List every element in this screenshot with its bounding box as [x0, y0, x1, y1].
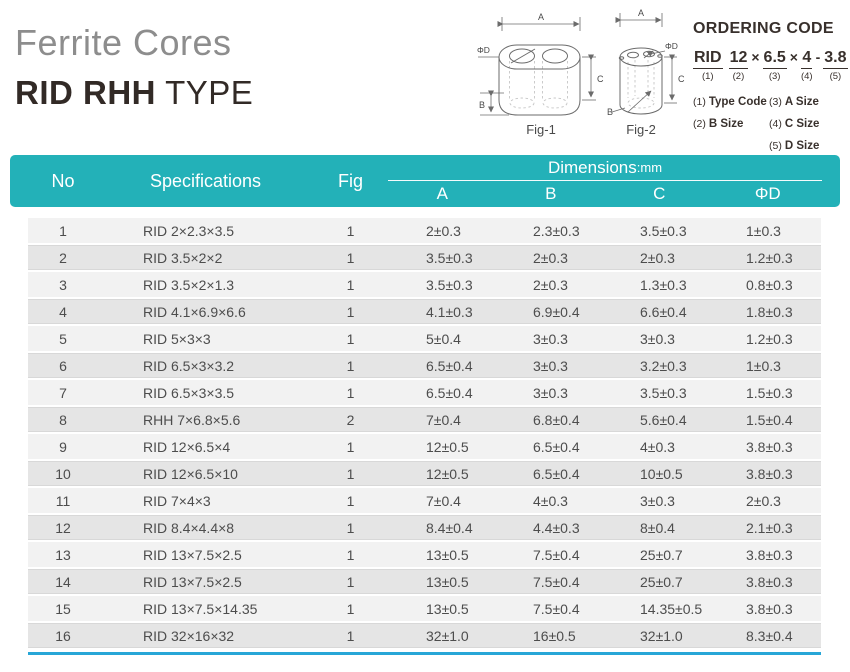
cell-spec: RID 5×3×3 — [143, 330, 211, 347]
ordering-segment — [693, 48, 723, 82]
column-header-b: B — [545, 184, 557, 203]
cell-fig: 1 — [346, 276, 355, 293]
table-row — [28, 542, 821, 567]
table-row — [28, 434, 821, 459]
cell-dim-d: 0.8±0.3 — [746, 276, 793, 293]
cell-dim-d: 1±0.3 — [746, 357, 781, 374]
column-header-c: C — [653, 184, 666, 203]
table-row — [28, 272, 821, 297]
cell-fig: 1 — [346, 330, 355, 347]
cell-dim-b: 4±0.3 — [533, 492, 568, 509]
legend-item-number: (4) — [769, 118, 782, 130]
cell-fig: 2 — [346, 411, 355, 428]
cell-dim-a: 4.1±0.3 — [426, 303, 473, 320]
column-header-d: ΦD — [754, 184, 781, 203]
cell-dim-d: 3.8±0.3 — [746, 438, 793, 455]
cell-dim-c: 10±0.5 — [640, 465, 683, 482]
cell-dim-c: 32±1.0 — [640, 627, 683, 644]
cell-dim-b: 6.5±0.4 — [533, 465, 580, 482]
cell-dim-d: 3.8±0.3 — [746, 546, 793, 563]
cell-dim-c: 2±0.3 — [640, 249, 675, 266]
cell-dim-b: 7.5±0.4 — [533, 600, 580, 617]
cell-dim-b: 2±0.3 — [533, 276, 568, 293]
cell-fig: 1 — [346, 492, 355, 509]
ordering-segment-number: (3) — [768, 71, 781, 82]
table-header — [10, 155, 840, 207]
fig2-dim-c-label: C — [678, 74, 685, 84]
fig2-caption: Fig-2 — [626, 122, 656, 137]
column-group-dimensions — [388, 155, 822, 207]
cell-dim-a: 13±0.5 — [426, 546, 469, 563]
ordering-separator: × — [789, 49, 798, 65]
page-title: Ferrite Cores — [15, 22, 232, 63]
cell-dim-a: 32±1.0 — [426, 627, 469, 644]
cell-fig: 1 — [346, 573, 355, 590]
column-header-specifications: Specifications — [149, 171, 262, 191]
cell-dim-a: 12±0.5 — [426, 465, 469, 482]
cell-dim-a: 3.5±0.3 — [426, 249, 473, 266]
column-header-no: No — [51, 171, 75, 191]
cell-dim-c: 1.3±0.3 — [640, 276, 687, 293]
cell-dim-c: 3.2±0.3 — [640, 357, 687, 374]
cell-fig: 1 — [346, 222, 355, 239]
table-row — [28, 245, 821, 270]
cell-no: 1 — [59, 222, 67, 239]
cell-no: 14 — [55, 573, 71, 590]
fig1-diagram — [476, 8, 608, 148]
cell-fig: 1 — [346, 546, 355, 563]
cell-dim-d: 2.1±0.3 — [746, 519, 793, 536]
cell-dim-d: 1.5±0.4 — [746, 411, 793, 428]
table-row — [28, 407, 821, 432]
cell-dim-c: 6.6±0.4 — [640, 303, 687, 320]
cell-no: 3 — [59, 276, 67, 293]
ordering-segment — [763, 48, 787, 82]
ordering-segment-number: (5) — [829, 71, 842, 82]
cell-dim-c: 14.35±0.5 — [640, 600, 703, 617]
legend-item — [769, 135, 819, 157]
cell-dim-c: 5.6±0.4 — [640, 411, 687, 428]
subtitle-type-code: RID RHH — [15, 74, 156, 111]
cell-dim-b: 7.5±0.4 — [533, 573, 580, 590]
cell-dim-b: 2.3±0.3 — [533, 222, 580, 239]
cell-dim-b: 6.9±0.4 — [533, 303, 580, 320]
cell-spec: RID 3.5×2×2 — [143, 249, 223, 266]
fig2-dim-d-label: ΦD — [665, 41, 678, 51]
table-row — [28, 515, 821, 540]
cell-dim-a: 6.5±0.4 — [426, 384, 473, 401]
cell-dim-b: 2±0.3 — [533, 249, 568, 266]
table-row — [28, 299, 821, 324]
table-row — [28, 596, 821, 621]
cell-no: 12 — [55, 519, 71, 536]
cell-dim-a: 13±0.5 — [426, 573, 469, 590]
cell-fig: 1 — [346, 357, 355, 374]
cell-dim-a: 12±0.5 — [426, 438, 469, 455]
cell-dim-b: 6.8±0.4 — [533, 411, 580, 428]
legend-column-left — [693, 91, 769, 157]
column-header-fig: Fig — [337, 171, 363, 191]
column-header-a: A — [436, 184, 448, 203]
ordering-segment-number: (1) — [701, 71, 714, 82]
legend-item-number: (3) — [769, 96, 782, 108]
ordering-segment — [729, 48, 749, 82]
table-row — [28, 326, 821, 351]
legend-item — [693, 91, 769, 113]
cell-spec: RID 13×7.5×2.5 — [143, 573, 242, 590]
cell-dim-b: 4.4±0.3 — [533, 519, 580, 536]
fig2-diagram — [598, 8, 708, 148]
cell-spec: RID 4.1×6.9×6.6 — [143, 303, 246, 320]
cell-spec: RID 6.5×3×3.2 — [143, 357, 235, 374]
cell-dim-a: 13±0.5 — [426, 600, 469, 617]
table-row — [28, 569, 821, 594]
cell-dim-c: 3.5±0.3 — [640, 222, 687, 239]
cell-dim-d: 3.8±0.3 — [746, 573, 793, 590]
cell-dim-a: 7±0.4 — [426, 492, 461, 509]
cell-fig: 1 — [346, 384, 355, 401]
cell-dim-b: 3±0.3 — [533, 330, 568, 347]
cell-dim-a: 7±0.4 — [426, 411, 461, 428]
cell-fig: 1 — [346, 438, 355, 455]
cell-no: 15 — [55, 600, 71, 617]
cell-spec: RID 12×6.5×4 — [143, 438, 231, 455]
cell-dim-c: 4±0.3 — [640, 438, 675, 455]
cell-dim-b: 3±0.3 — [533, 357, 568, 374]
table-body — [28, 218, 821, 650]
ordering-segment-text: RID — [693, 48, 723, 69]
cell-dim-c: 25±0.7 — [640, 573, 683, 590]
cell-fig: 1 — [346, 519, 355, 536]
ordering-segment-text: 3.8 — [823, 48, 847, 69]
cell-dim-a: 6.5±0.4 — [426, 357, 473, 374]
table-row — [28, 218, 821, 243]
fig1-caption: Fig-1 — [526, 122, 556, 137]
cell-spec: RHH 7×6.8×5.6 — [143, 411, 241, 428]
legend-item-label: B Size — [708, 118, 744, 130]
dimensions-unit-label: :mm — [636, 160, 663, 175]
fig1-dim-c-label: C — [597, 74, 604, 84]
cell-no: 10 — [55, 465, 71, 482]
cell-no: 11 — [55, 492, 71, 509]
ordering-code-block — [693, 20, 847, 157]
cell-dim-c: 8±0.4 — [640, 519, 675, 536]
legend-item — [769, 113, 819, 135]
legend-item — [693, 113, 769, 135]
ordering-segment-text: 6.5 — [763, 48, 787, 69]
legend-item-number: (2) — [693, 118, 706, 130]
ordering-separator: × — [751, 49, 760, 65]
cell-dim-a: 2±0.3 — [426, 222, 461, 239]
fig1-dim-d-label: ΦD — [477, 45, 490, 55]
ordering-segment-number: (4) — [800, 71, 813, 82]
cell-spec: RID 3.5×2×1.3 — [143, 276, 235, 293]
legend-item-label: C Size — [784, 118, 820, 130]
cell-dim-a: 3.5±0.3 — [426, 276, 473, 293]
cell-dim-a: 8.4±0.4 — [426, 519, 473, 536]
cell-spec: RID 13×7.5×2.5 — [143, 546, 242, 563]
cell-dim-d: 1±0.3 — [746, 222, 781, 239]
cell-no: 16 — [55, 627, 71, 644]
fig1-dim-b-label: B — [479, 100, 486, 110]
cell-spec: RID 12×6.5×10 — [143, 465, 238, 482]
ordering-segment — [823, 48, 847, 82]
dimensions-group-label: Dimensions — [547, 157, 637, 177]
cell-no: 6 — [59, 357, 67, 374]
ordering-segment — [801, 48, 813, 82]
legend-item-number: (1) — [693, 96, 706, 108]
cell-dim-c: 25±0.7 — [640, 546, 683, 563]
cell-dim-d: 1.2±0.3 — [746, 249, 793, 266]
cell-fig: 1 — [346, 465, 355, 482]
ordering-code-legend — [693, 91, 847, 157]
cell-no: 7 — [59, 384, 67, 401]
subtitle-type-word: TYPE — [156, 74, 254, 111]
table-bottom-rule — [28, 652, 821, 655]
legend-item-label: D Size — [784, 140, 820, 152]
cell-no: 4 — [59, 303, 67, 320]
cell-no: 13 — [55, 546, 71, 563]
cell-spec: RID 7×4×3 — [143, 492, 211, 509]
cell-dim-c: 3.5±0.3 — [640, 384, 687, 401]
table-row — [28, 488, 821, 513]
ordering-code-line — [693, 48, 847, 82]
legend-item — [769, 91, 819, 113]
cell-spec: RID 8.4×4.4×8 — [143, 519, 235, 536]
cell-spec: RID 13×7.5×14.35 — [143, 600, 258, 617]
cell-fig: 1 — [346, 303, 355, 320]
table-row — [28, 353, 821, 378]
cell-dim-d: 1.8±0.3 — [746, 303, 793, 320]
cell-dim-d: 1.5±0.3 — [746, 384, 793, 401]
fig1-dim-a-label: A — [537, 12, 545, 22]
legend-column-right — [769, 91, 819, 157]
cell-spec: RID 2×2.3×3.5 — [143, 222, 235, 239]
cell-no: 9 — [59, 438, 67, 455]
cell-dim-d: 2±0.3 — [746, 492, 781, 509]
legend-item-label: A Size — [784, 96, 819, 108]
cell-dim-a: 5±0.4 — [426, 330, 461, 347]
table-row — [28, 461, 821, 486]
table-row — [28, 623, 821, 648]
cell-no: 2 — [59, 249, 67, 266]
dimensions-subheaders — [388, 181, 822, 206]
fig2-dim-a-label: A — [637, 8, 645, 18]
cell-dim-d: 1.2±0.3 — [746, 330, 793, 347]
cell-fig: 1 — [346, 600, 355, 617]
legend-item-number: (5) — [769, 140, 782, 152]
ordering-code-title: ORDERING CODE — [693, 20, 834, 37]
cell-dim-b: 3±0.3 — [533, 384, 568, 401]
title-block — [15, 22, 253, 112]
ordering-segment-text: 12 — [729, 48, 749, 69]
cell-dim-d: 3.8±0.3 — [746, 600, 793, 617]
cell-spec: RID 6.5×3×3.5 — [143, 384, 235, 401]
cell-dim-c: 3±0.3 — [640, 330, 675, 347]
ordering-separator: - — [815, 49, 821, 65]
table-row — [28, 380, 821, 405]
ordering-segment-text: 4 — [801, 48, 812, 69]
cell-fig: 1 — [346, 627, 355, 644]
page-subtitle — [15, 74, 253, 112]
fig2-dim-b-label: B — [607, 107, 614, 117]
dimensions-group-header — [388, 155, 822, 181]
ordering-segment-number: (2) — [732, 71, 745, 82]
cell-dim-b: 7.5±0.4 — [533, 546, 580, 563]
cell-dim-b: 16±0.5 — [533, 627, 576, 644]
cell-dim-d: 8.3±0.4 — [746, 627, 793, 644]
cell-dim-b: 6.5±0.4 — [533, 438, 580, 455]
cell-dim-d: 3.8±0.3 — [746, 465, 793, 482]
legend-item-label: Type Code — [708, 96, 767, 108]
cell-fig: 1 — [346, 249, 355, 266]
cell-spec: RID 32×16×32 — [143, 627, 235, 644]
cell-dim-c: 3±0.3 — [640, 492, 675, 509]
cell-no: 5 — [59, 330, 67, 347]
cell-no: 8 — [59, 411, 67, 428]
